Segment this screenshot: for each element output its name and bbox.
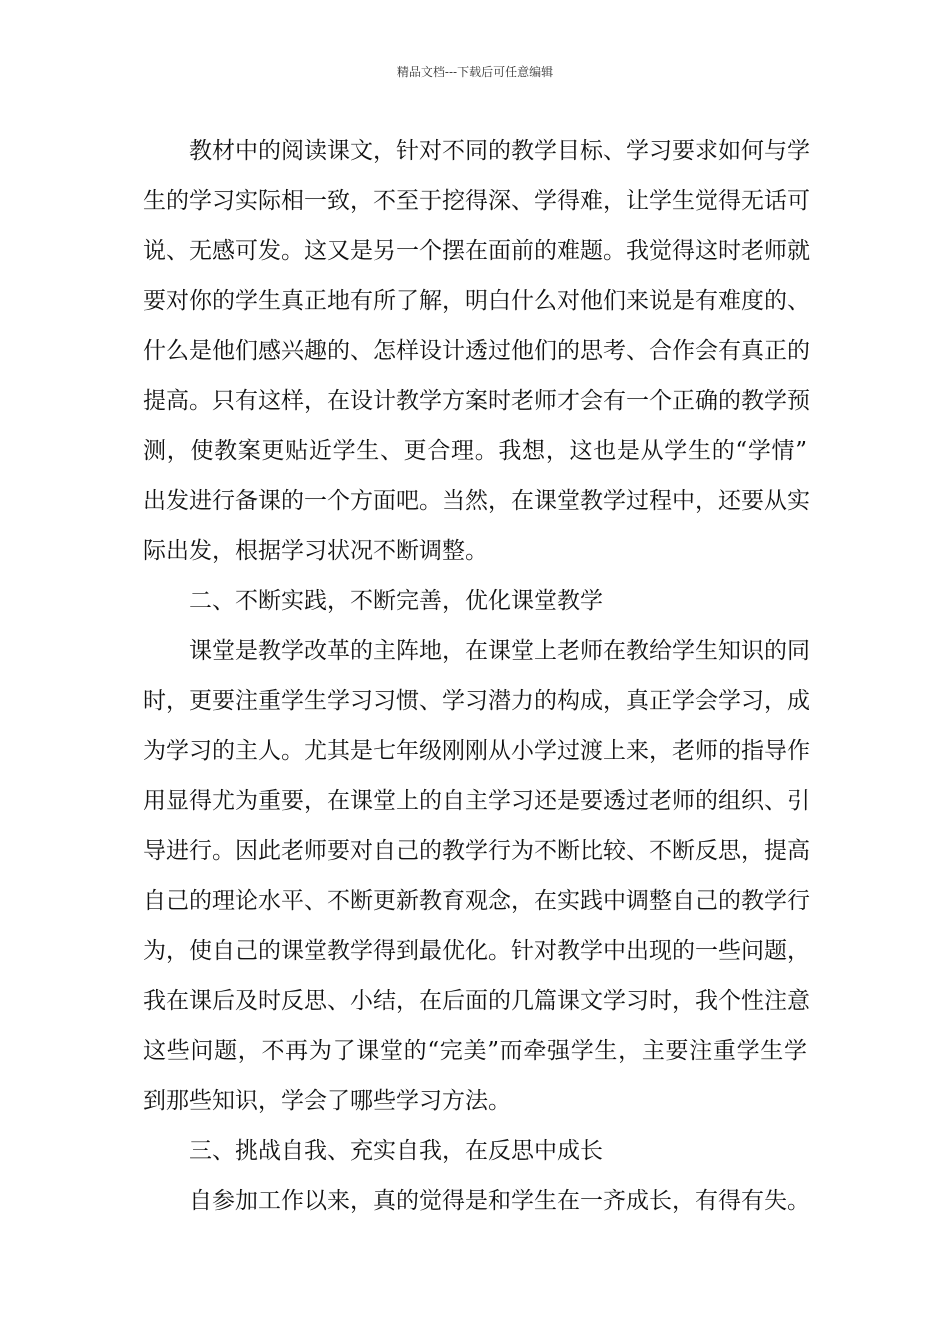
- paragraph-line: 用显得尤为重要，在课堂上的自主学习还是要透过老师的组织、引: [143, 788, 810, 814]
- paragraph-line: 为学习的主人。尤其是七年级刚刚从小学过渡上来，老师的指导作: [143, 738, 810, 764]
- paragraph-line: 提高。只有这样，在设计教学方案时老师才会有一个正确的教学预: [143, 388, 810, 414]
- paragraph-line: 到那些知识，学会了哪些学习方法。: [143, 1088, 511, 1114]
- paragraph-line: 这些问题，不再为了课堂的“完美”而牵强学生，主要注重学生学: [143, 1038, 807, 1064]
- paragraph-line: 测，使教案更贴近学生、更合理。我想，这也是从学生的“学情”: [143, 438, 807, 464]
- paragraph-line: 自己的理论水平、不断更新教育观念，在实践中调整自己的教学行: [143, 888, 810, 914]
- document-body: [143, 126, 810, 1226]
- paragraph-line: 际出发，根据学习状况不断调整。: [143, 538, 488, 564]
- paragraph-line: 课堂是教学改革的主阵地，在课堂上老师在教给学生知识的同: [189, 638, 810, 664]
- paragraph-line: 要对你的学生真正地有所了解，明白什么对他们来说是有难度的、: [143, 288, 810, 314]
- paragraph-line: 生的学习实际相一致，不至于挖得深、学得难，让学生觉得无话可: [143, 188, 810, 214]
- section-heading: 二、不断实践，不断完善，优化课堂教学: [189, 588, 603, 614]
- paragraph-line: 教材中的阅读课文，针对不同的教学目标、学习要求如何与学: [189, 138, 810, 164]
- paragraph-line: 为，使自己的课堂教学得到最优化。针对教学中出现的一些问题，: [143, 938, 810, 964]
- paragraph-line: 导进行。因此老师要对自己的教学行为不断比较、不断反思，提高: [143, 838, 810, 864]
- paragraph-line: 自参加工作以来，真的觉得是和学生在一齐成长，有得有失。: [189, 1188, 810, 1214]
- section-heading: 三、挑战自我、充实自我，在反思中成长: [189, 1138, 603, 1164]
- paragraph-line: 我在课后及时反思、小结，在后面的几篇课文学习时，我个性注意: [143, 988, 810, 1014]
- paragraph-line: 时，更要注重学生学习习惯、学习潜力的构成，真正学会学习，成: [143, 688, 810, 714]
- page-header: 精品文档---下载后可任意编辑: [396, 65, 554, 79]
- paragraph-line: 什么是他们感兴趣的、怎样设计透过他们的思考、合作会有真正的: [143, 338, 810, 364]
- paragraph-line: 出发进行备课的一个方面吧。当然，在课堂教学过程中，还要从实: [143, 488, 810, 514]
- paragraph-line: 说、无感可发。这又是另一个摆在面前的难题。我觉得这时老师就: [143, 238, 810, 264]
